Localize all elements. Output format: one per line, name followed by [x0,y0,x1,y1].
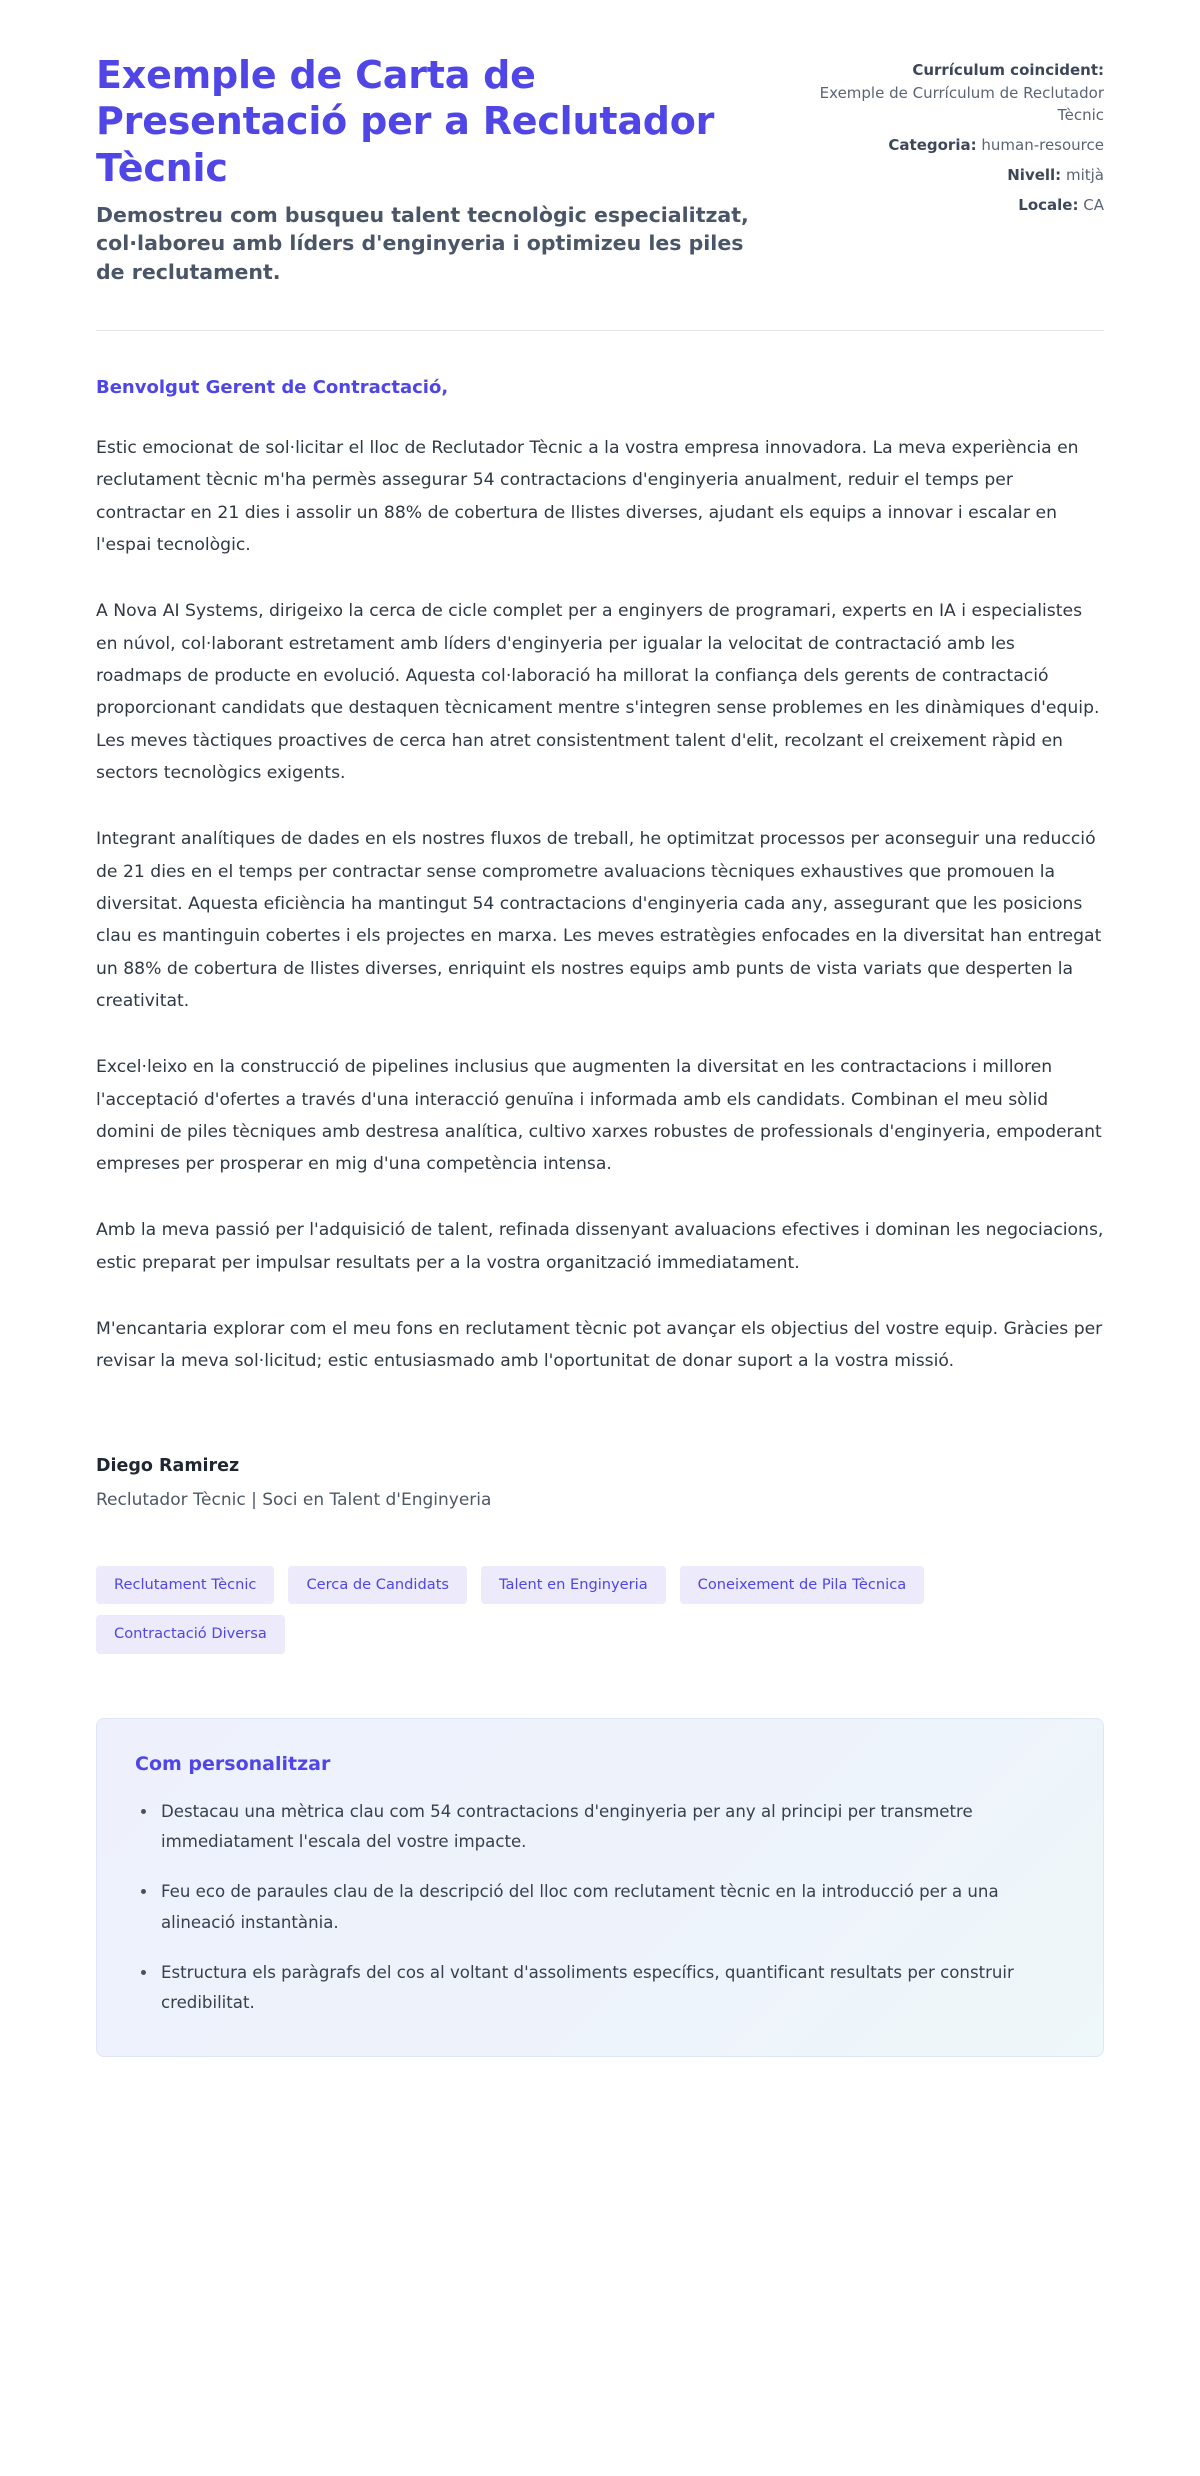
document-metadata [814,52,1104,226]
tag-list [96,1566,1076,1654]
tag-chip[interactable]: Contractació Diversa [96,1615,285,1654]
letter-paragraph: Integrant analítiques de dades en els nostres fluxos de treball, he optimitzat processos per aconseguir una reducció de 21 dies en el temps per contractar sense comprometre avaluacions tècniques exhaustives que promouen la diversitat. Aquesta eficiència ha mantingut 54 contractacions d'enginyeria cada any, assegurant que les posicions clau es mantinguin cobertes i els projectes en marxa. Les meves estratègies enfocades en la diversitat han entregat un 88% de cobertura de llistes diverses, enriquint els nostres equips amb punts de vista variats que desperten la creativitat. [96,829,1102,1011]
signature-name: Diego Ramirez [96,1455,240,1476]
letter-paragraph: A Nova AI Systems, dirigeixo la cerca de cicle complet per a enginyers de programari, experts en IA i especialistes en núvol, col·laborant estretament amb líders d'enginyeria per igualar la velocitat de contractació amb les roadmaps de producte en evolució. Aquesta col·laboració ha millorat la confiança dels gerents de contractació proporcionant candidats que destaquen tècnicament mentre s'integren sense problemes en les dinàmiques d'equip. Les meves tàctiques proactives de cerca han atret consistentment talent d'elit, recolzant el creixement ràpid en sectors tecnològics exigents. [96,601,1100,783]
category-value: human-resource [981,135,1104,154]
metadata-category [814,135,1104,156]
salutation: Benvolgut Gerent de Contractació, [96,376,449,398]
letter-paragraph: Excel·leixo en la construcció de pipelines inclusius que augmenten la diversitat en les contractacions i milloren l'acceptació d'ofertes a través d'una interacció genuïna i informada amb els candidats. Combinan el meu sòlid domini de piles tècniques amb destresa analítica, cultivo xarxes robustes de professionals d'enginyeria, empoderant empreses per prosperar en mig d'una competència intensa. [96,1057,1102,1175]
signature-role: Reclutador Tècnic | Soci en Talent d'Enginyeria [96,1489,492,1510]
callout-list-item: Destacau una mètrica clau com 54 contractacions d'enginyeria per any al principi per transmetre immediatament l'escala del vostre impacte. [135,1797,1065,1857]
tag-chip[interactable]: Talent en Enginyeria [481,1566,666,1605]
page-title: Exemple de Carta de Presentació per a Reclutador Tècnic [96,53,715,190]
metadata-locale [814,195,1104,216]
cover-letter-body [96,377,1104,1510]
page-subtitle: Demostreu com busqueu talent tecnològic especialitzat, col·laboreu amb líders d'enginyeria i optimizeu les piles de reclutament. [96,203,749,284]
letter-paragraphs [96,432,1104,1378]
callout-title: Com personalitzar [135,1752,331,1775]
callout-list-item: Feu eco de paraules clau de la descripció del lloc com reclutament tècnic en la introducció per a una alineació instantània. [135,1877,1065,1937]
callout-list-item: Estructura els paràgrafs del cos al voltant d'assoliments específics, quantificant resultats per construir credibilitat. [135,1958,1065,2018]
letter-paragraph: Estic emocionat de sol·licitar el lloc de Reclutador Tècnic a la vostra empresa innovadora. La meva experiència en reclutament tècnic m'ha permès assegurar 54 contractacions d'enginyeria anualment, reduir el temps per contractar en 21 dies i assolir un 88% de cobertura de llistes diverses, ajudant els equips a innovar i escalar en l'espai tecnològic. [96,437,1079,555]
matching-resume-value: Exemple de Currículum de Reclutador Tècnic [819,84,1104,124]
tag-chip[interactable]: Cerca de Candidats [288,1566,467,1605]
tag-chip[interactable]: Coneixement de Pila Tècnica [680,1566,925,1605]
customization-callout [96,1718,1104,2057]
category-label: Categoria: [888,135,977,154]
signature-block [96,1456,1104,1510]
header-divider [96,330,1104,331]
callout-list [135,1797,1065,2018]
tag-chip[interactable]: Reclutament Tècnic [96,1566,274,1605]
header-title-group [96,52,774,286]
locale-value: CA [1083,196,1104,215]
level-value: mitjà [1065,166,1104,185]
locale-label: Locale: [1018,196,1079,215]
document-header [96,52,1104,286]
metadata-level [814,165,1104,186]
metadata-matching-resume [814,60,1104,126]
letter-paragraph: Amb la meva passió per l'adquisició de talent, refinada dissenyant avaluacions efectives i dominan les negociacions, estic preparat per impulsar resultats per a la vostra organització immediatament. [96,1220,1104,1273]
matching-resume-label: Currículum coincident: [912,61,1104,79]
level-label: Nivell: [1007,166,1062,185]
letter-paragraph: M'encantaria explorar com el meu fons en reclutament tècnic pot avançar els objectius del vostre equip. Gràcies per revisar la meva sol·licitud; estic entusiasmado amb l'oportunitat de donar suport a la vostra missió. [96,1319,1103,1372]
